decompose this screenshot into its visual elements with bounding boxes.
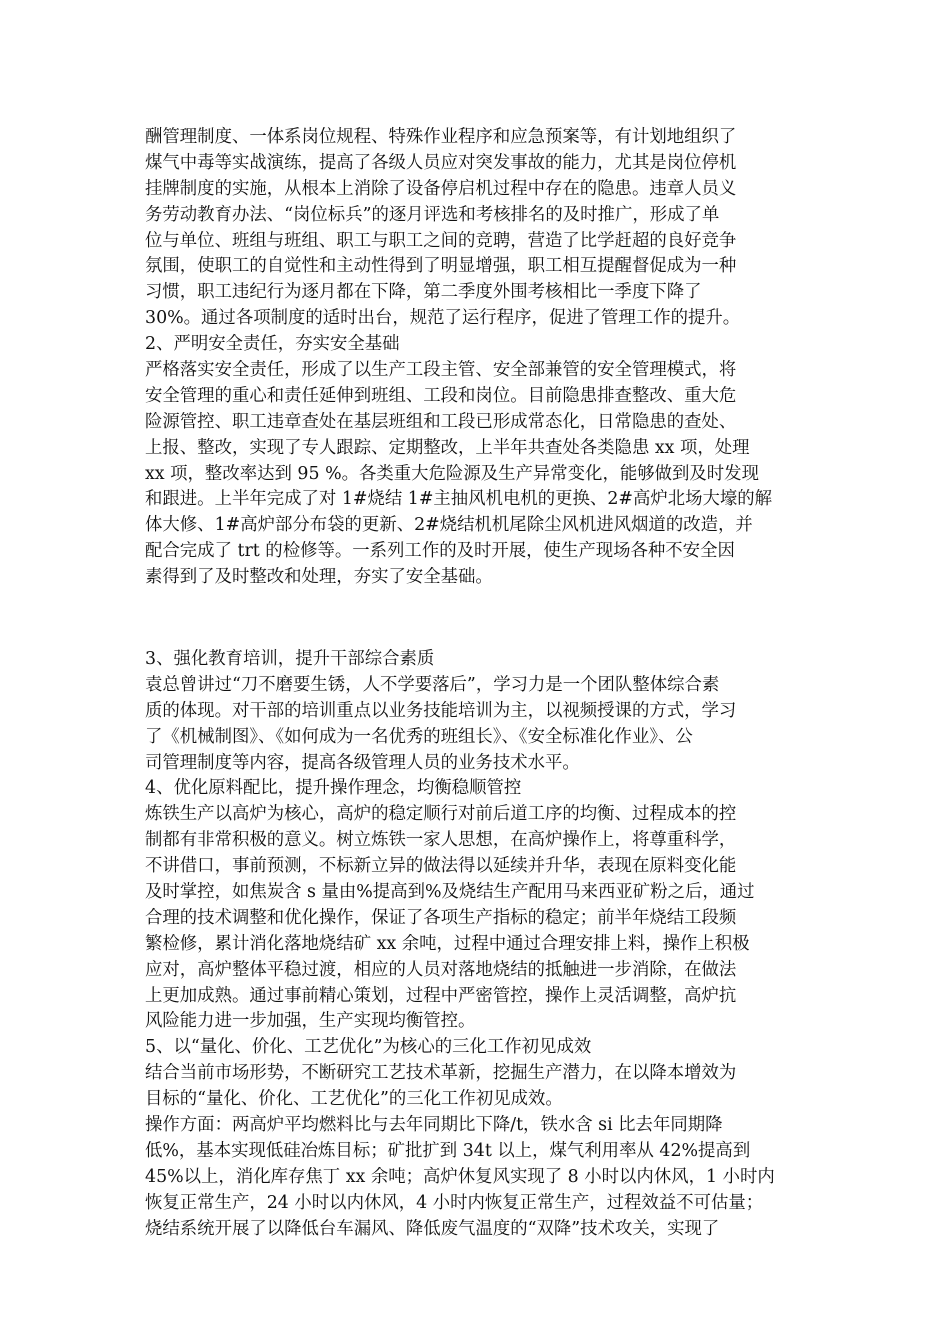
text-line: 2、严明安全责任，夯实安全基础 bbox=[145, 334, 400, 355]
text-line: 配合完成了 trt 的检修等。一系列工作的及时开展，使生产现场各种不安全因 bbox=[145, 541, 735, 562]
text-line: 合理的技术调整和优化操作，保证了各项生产指标的稳定；前半年烧结工段频 bbox=[145, 907, 737, 928]
text-line: 司管理制度等内容，提高各级管理人员的业务技术水平。 bbox=[145, 752, 580, 773]
text-line: 位与单位、班组与班组、职工与职工之间的竞聘，营造了比学赶超的良好竞争 bbox=[145, 230, 737, 251]
text-line: 4、优化原料配比，提升操作理念，均衡稳顺管控 bbox=[145, 778, 522, 799]
text-line: 酬管理制度、一体系岗位规程、特殊作业程序和应急预案等，有计划地组织了 bbox=[145, 127, 737, 147]
text-block-top bbox=[145, 125, 815, 591]
text-line: 结合当前市场形势，不断研究工艺技术革新，挖掘生产潜力，在以降本增效为 bbox=[145, 1063, 737, 1084]
text-block-bottom bbox=[145, 647, 815, 1242]
text-line: 45%以上，消化库存焦丁 xx 余吨；高炉休复风实现了 8 小时以内休风，1 小时内 bbox=[145, 1166, 775, 1187]
text-line: 操作方面：两高炉平均燃料比与去年同期比下降/t，铁水含 si 比去年同期降 bbox=[145, 1115, 723, 1136]
text-line: 炼铁生产以高炉为核心，高炉的稳定顺行对前后道工序的均衡、过程成本的控 bbox=[145, 804, 737, 825]
text-line: 制都有非常积极的意义。树立炼铁一家人思想，在高炉操作上，将尊重科学， bbox=[145, 830, 737, 851]
text-line: 质的体现。对干部的培训重点以业务技能培训为主，以视频授课的方式，学习 bbox=[145, 700, 737, 721]
text-line: 目标的“量化、价化、工艺优化”的三化工作初见成效。 bbox=[145, 1089, 563, 1110]
text-line: 袁总曾讲过“刀不磨要生锈，人不学要落后”，学习力是一个团队整体综合素 bbox=[145, 674, 720, 695]
text-line: 险源管控、职工违章查处在基层班组和工段已形成常态化，日常隐患的查处、 bbox=[145, 411, 737, 432]
text-line: 煤气中毒等实战演练，提高了各级人员应对突发事故的能力，尤其是岗位停机 bbox=[145, 152, 737, 173]
text-line: 挂牌制度的实施，从根本上消除了设备停启机过程中存在的隐患。违章人员义 bbox=[145, 178, 737, 199]
text-line: 安全管理的重心和责任延伸到班组、工段和岗位。目前隐患排查整改、重大危 bbox=[145, 385, 737, 406]
text-line: 5、以“量化、价化、工艺优化”为核心的三化工作初见成效 bbox=[145, 1037, 592, 1058]
text-line: 务劳动教育办法、“岗位标兵”的逐月评选和考核排名的及时推广，形成了单 bbox=[145, 204, 720, 225]
text-line: 烧结系统开展了以降低台车漏风、降低废气温度的“双降”技术攻关，实现了 bbox=[145, 1218, 720, 1239]
text-line: 素得到了及时整改和处理，夯实了安全基础。 bbox=[145, 567, 493, 588]
text-line: 及时掌控，如焦炭含 s 量由%提高到%及烧结生产配用马来西亚矿粉之后，通过 bbox=[145, 882, 755, 903]
text-line: 应对，高炉整体平稳过渡，相应的人员对落地烧结的抵触进一步消除，在做法 bbox=[145, 959, 737, 980]
text-line: 习惯，职工违纪行为逐月都在下降，第二季度外围考核相比一季度下降了 bbox=[145, 282, 702, 303]
text-line: 恢复正常生产，24 小时以内休风，4 小时内恢复正常生产，过程效益不可估量； bbox=[145, 1192, 764, 1213]
text-line: 低%，基本实现低硅冶炼目标；矿批扩到 34t 以上，煤气利用率从 42%提高到 bbox=[145, 1140, 751, 1161]
text-line: 上更加成熟。通过事前精心策划，过程中严密管控，操作上灵活调整，高炉抗 bbox=[145, 985, 737, 1006]
text-line: 30%。通过各项制度的适时出台，规范了运行程序，促进了管理工作的提升。 bbox=[145, 308, 741, 329]
text-line: 上报、整改，实现了专人跟踪、定期整改，上半年共查处各类隐患 xx 项，处理 bbox=[145, 437, 750, 458]
text-line: 3、强化教育培训，提升干部综合素质 bbox=[145, 649, 435, 669]
text-line: 和跟进。上半年完成了对 1#烧结 1#主抽风机电机的更换、2#高炉北场大壕的解 bbox=[145, 489, 773, 510]
text-line: 了《机械制图》、《如何成为一名优秀的班组长》、《安全标准化作业》、公 bbox=[145, 726, 693, 747]
text-line: 体大修、1#高炉部分布袋的更新、2#烧结机机尾除尘风机进风烟道的改造，并 bbox=[145, 515, 753, 536]
text-line: 严格落实安全责任，形成了以生产工段主管、安全部兼管的安全管理模式，将 bbox=[145, 360, 737, 381]
text-line: 氛围，使职工的自觉性和主动性得到了明显增强，职工相互提醒督促成为一种 bbox=[145, 256, 737, 277]
text-line: 繁检修，累计消化落地烧结矿 xx 余吨，过程中通过合理安排上料，操作上积极 bbox=[145, 933, 750, 954]
text-line: 风险能力进一步加强，生产实现均衡管控。 bbox=[145, 1011, 476, 1032]
text-line: 不讲借口，事前预测，不标新立异的做法得以延续并升华，表现在原料变化能 bbox=[145, 856, 737, 877]
text-line: xx 项，整改率达到 95 %。各类重大危险源及生产异常变化，能够做到及时发现 bbox=[145, 463, 759, 484]
